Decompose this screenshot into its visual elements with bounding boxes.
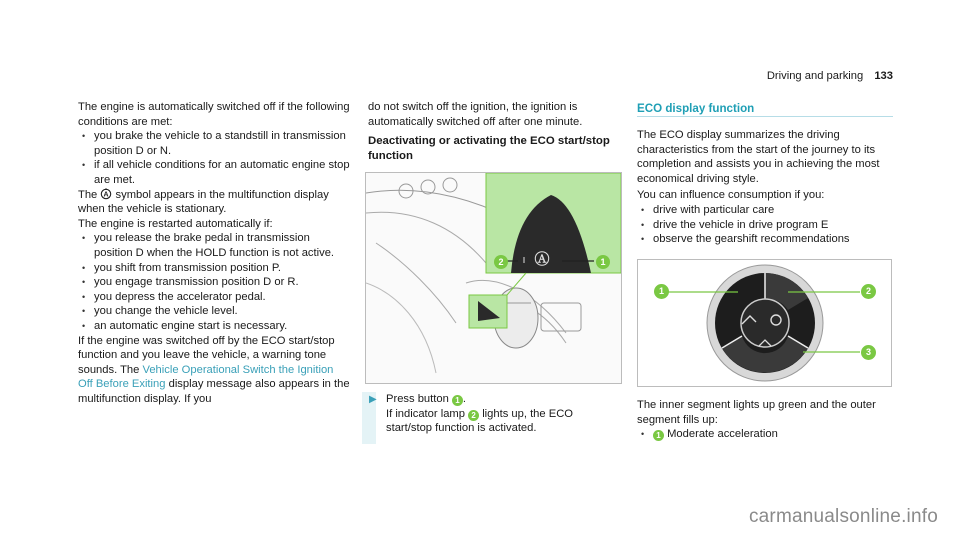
- eco-segment-text: [637, 398, 893, 442]
- list-item: • you change the vehicle level.: [78, 304, 350, 319]
- heading-divider: [637, 116, 893, 117]
- column-middle: [368, 100, 622, 163]
- list-item: • you engage transmission position D or R.: [78, 275, 350, 290]
- final-paragraph: If the engine was switched off by the ECO start/stop function and you leave the vehicle, a warning tone sounds. The Vehicle Operational Switch the Ignition Off Before Exiting display message also appears in the multifunction display. If you: [78, 334, 350, 405]
- section-heading: Deactivating or activating the ECO start/stop function: [368, 135, 610, 162]
- list-item: • if all vehicle conditions for an automatic engine stop are met.: [78, 158, 350, 187]
- callout-1: 1: [452, 395, 463, 406]
- column-right: [637, 102, 893, 247]
- eco-display-figure: [637, 259, 892, 387]
- intro-paragraph: The engine is automatically switched off if the following conditions are met:: [78, 101, 350, 128]
- column-left: [78, 100, 350, 406]
- eco-start-stop-icon: [100, 188, 112, 200]
- svg-text:A: A: [103, 191, 109, 199]
- page-number: 133: [874, 70, 893, 82]
- continued-paragraph: do not switch off the ignition, the ignition is automatically switched off after one minute.: [368, 101, 583, 128]
- callout-2: 2: [861, 284, 876, 299]
- list-item: • observe the gearshift recommendations: [637, 232, 893, 247]
- svg-text:Ⓐ: Ⓐ: [534, 251, 550, 268]
- list-item: • drive with particular care: [637, 203, 893, 218]
- callout-1: 1: [596, 255, 610, 269]
- site-watermark: carmanualsonline.info: [748, 506, 938, 527]
- list-item: • drive the vehicle in drive program E: [637, 218, 893, 233]
- page-header: [767, 70, 893, 82]
- restart-intro: The engine is restarted automatically if:: [78, 217, 273, 230]
- callout-1: 1: [654, 284, 669, 299]
- display-message-link[interactable]: Vehicle Operational Switch the Ignition Off Before Exiting: [78, 363, 334, 391]
- list-item: • you release the brake pedal in transmission position D when the HOLD function is not active.: [78, 231, 350, 260]
- eco-intro: The ECO display summarizes the driving characteristics from the start of the journey to its completion and assists you in achieving the most economical driving style.: [637, 129, 880, 185]
- list-item: • you depress the accelerator pedal.: [78, 290, 350, 305]
- play-arrow-icon: ▶: [369, 394, 377, 405]
- callout-2: 2: [468, 410, 479, 421]
- list-item: • an automatic engine start is necessary.: [78, 319, 350, 334]
- list-item: • 1 Moderate acceleration: [637, 427, 893, 442]
- list-item: • you shift from transmission position P.: [78, 261, 350, 276]
- callout-1: 1: [653, 430, 664, 441]
- segment-description: The inner segment lights up green and the outer segment fills up:: [637, 399, 876, 426]
- instruction-step: [368, 392, 622, 436]
- step-text: Press button 1 . If indicator lamp 2 lights up, the ECO start/stop function is activated.: [386, 393, 573, 435]
- influence-text: You can influence consumption if you:: [637, 189, 825, 202]
- section-title: Driving and parking: [766, 70, 864, 82]
- symbol-paragraph: The A symbol appears in the multifunction display when the vehicle is stationary.: [78, 188, 329, 216]
- eco-button-figure: [365, 172, 622, 384]
- callout-3: 3: [861, 345, 876, 360]
- callout-2: 2: [494, 255, 508, 269]
- eco-display-heading: ECO display function: [637, 102, 755, 115]
- list-item: • you brake the vehicle to a standstill in transmission position D or N.: [78, 129, 350, 158]
